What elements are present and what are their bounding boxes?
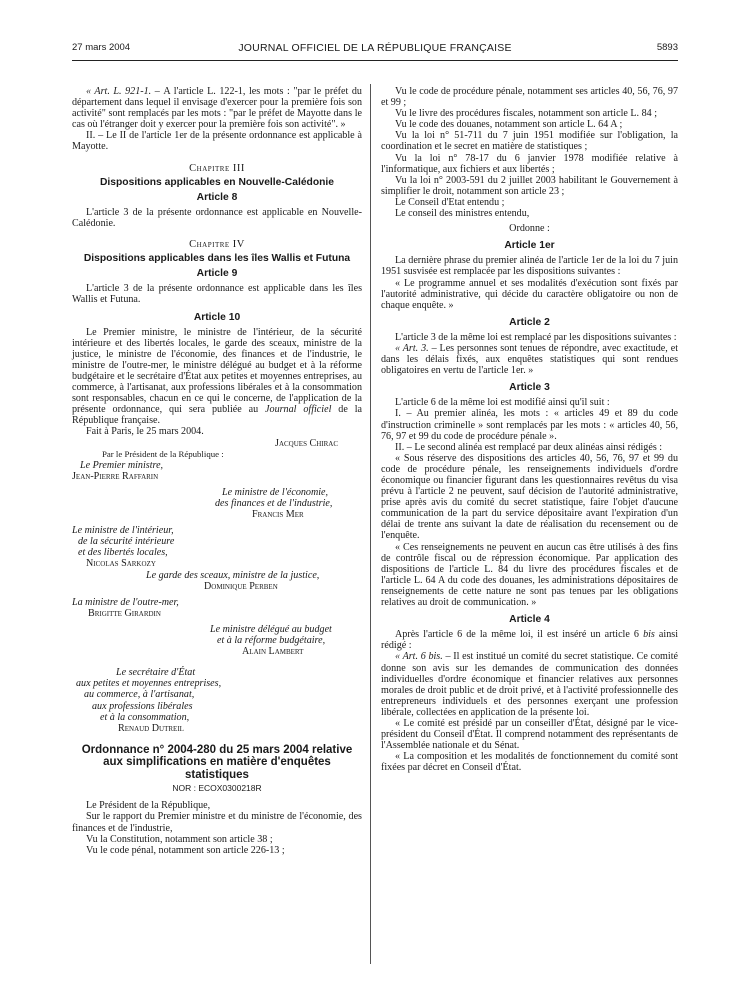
page-header	[72, 42, 678, 58]
signature-se-line5: et à la consommation,	[100, 711, 190, 723]
signature-se-name: Renaud Dutreil	[118, 722, 184, 734]
header-page-number: 5893	[656, 42, 678, 53]
chapter-3-title: Dispositions applicables en Nouvelle-Calédonie	[99, 176, 335, 188]
paragraph-l921: « Art. L. 921-1. – A l'article L. 122-1, les mots : "par le préfet du département dans lequel il envisage d'exercer pour la première fois son activité" sont remplacés par les mots : "par le préfet de Mayotte dans le cas où l'étranger doit y exercer pour la première fois son activité". »	[72, 86, 362, 131]
fait-a-paris: Fait à Paris, le 25 mars 2004.	[86, 426, 204, 438]
signature-int-name: Nicolas Sarkozy	[86, 558, 156, 570]
article-8-title: Article 8	[196, 191, 238, 203]
ordonnance-title: Ordonnance n° 2004-280 du 25 mars 2004 relative aux simplifications en matière d'enquêtes statistiques	[81, 743, 353, 781]
article-8-text: L'article 3 de la présente ordonnance est applicable en Nouvelle-Calédonie.	[72, 206, 362, 229]
article-3-para-4: « Sous réserve des dispositions des articles 40, 56, 76, 97 et 99 du code de procédure pénale, les renseignements individuels d'ordre économique ou financier figurant dans les questionnaires revêtus du visa prévu à l'article 2 ne peuvent, sauf décision de l'autorité administrative, prise après avis du comité du secret statistique, faire l'objet d'aucune communication de la part du service dépositaire avant l'expiration d'un délai de trente ans suivant la date de réalisation du recensement ou de l'enquête.	[381, 452, 678, 542]
article-10-text: Le Premier ministre, le ministre de l'intérieur, de la sécurité intérieure et des libertés locales, le garde des sceaux, ministre de la justice, le ministre de l'économie, des finances et de l'industrie, le ministre de l'outre-mer, le ministre délégué au budget et à la réforme budgétaire et le secrétaire d'État aux petites et moyennes entreprises, au commerce, à l'artisanat, aux professions libérales et à la consommation sont responsables, chacun en ce qui le concerne, de l'application de la présente ordonnance, qui sera publiée au Journal officiel de la République française.	[72, 326, 363, 427]
signature-int-line1: Le ministre de l'intérieur,	[72, 525, 174, 537]
article-4-para-4: « La composition et les modalités de fonctionnement du comité sont fixées par décret en Conseil d'État.	[381, 751, 678, 774]
article-1-title: Article 1er	[504, 240, 555, 252]
signature-int-line2: de la sécurité intérieure	[78, 536, 175, 548]
article-3-para-3: II. – Le second alinéa est remplacé par deux alinéas ainsi rédigés :	[395, 441, 663, 453]
nor-reference: NOR : ECOX0300218R	[172, 783, 262, 794]
article-3-para-5: « Ces renseignements ne peuvent en aucun cas être utilisés à des fins de contrôle fiscal ou de répression économique. Par application des dispositions de l'article L. 84 du livre des procédures fiscales et de l'article L. 64 A du code des douanes, les administrations dépositaires de renseignements de cette nature ne sont pas tenues par les obligations relatives au droit de communication. »	[381, 541, 678, 609]
chapter-4-title: Dispositions applicables dans les îles Wallis et Futuna	[83, 253, 351, 265]
article-4-para-3: « Le comité est présidé par un conseiller d'État, désigné par le vice-président du Conseil d'État. Il comprend notamment des représentants de l'Assemblée nationale et du Sénat.	[381, 717, 678, 752]
signature-eco-name: Francis Mer	[252, 509, 304, 521]
signature-just-name: Dominique Perben	[204, 580, 278, 592]
visa-constitution: Vu la Constitution, notamment son article 38 ;	[86, 833, 273, 845]
header-date: 27 mars 2004	[72, 42, 131, 53]
article-2-title: Article 2	[509, 316, 550, 328]
header-journal-title: JOURNAL OFFICIEL DE LA RÉPUBLIQUE FRANÇAISE	[238, 42, 512, 54]
article-4-para-2: « Art. 6 bis. – Il est institué un comité du secret statistique. Ce comité donne son avis sur les demandes de communication des données individuelles d'ordre économique et financier relatives aux personnes morales de droit public et de droit privé, et à l'activité professionnelle des entrepreneurs individuels et des personnes exerçant une profession libérale, collectées en application de la présente loi.	[381, 651, 678, 718]
signature-se-line4: aux professions libérales	[92, 700, 193, 712]
column-divider	[370, 84, 371, 964]
par-le-president: Par le Président de la République :	[102, 448, 224, 459]
signature-om-name: Brigitte Girardin	[88, 607, 161, 619]
article-2-para-1: L'article 3 de la même loi est remplacé par les dispositions suivantes :	[395, 331, 677, 343]
article-1-para-1: La dernière phrase du premier alinéa de l'article 1er de la loi du 7 juin 1951 susvisée est remplacée par les dispositions suivantes :	[381, 255, 678, 278]
chapter-4-heading: Chapitre IV	[189, 239, 245, 251]
visa-loi-2003: Vu la loi n° 2003-591 du 2 juillet 2003 habilitant le Gouvernement à simplifier le droit, notamment son article 23 ;	[381, 174, 678, 197]
right-column	[381, 86, 678, 773]
signature-om-line1: La ministre de l'outre-mer,	[72, 596, 179, 608]
article-3-para-1: L'article 6 de la même loi est modifié ainsi qu'il suit :	[395, 397, 610, 409]
article-9-text: L'article 3 de la présente ordonnance est applicable dans les îles Wallis et Futuna.	[72, 283, 362, 306]
visa-livre-procedures-fiscales: Vu le livre des procédures fiscales, notamment son article L. 84 ;	[395, 108, 658, 120]
header-rule	[72, 60, 678, 61]
signature-president: Jacques Chirac	[275, 437, 338, 449]
visa-loi-1978: Vu la loi n° 78-17 du 6 janvier 1978 modifiée relative à l'informatique, aux fichiers et aux libertés ;	[381, 152, 678, 175]
signature-se-line1: Le secrétaire d'État	[116, 667, 196, 679]
article-4-title: Article 4	[509, 614, 550, 626]
article-10-title: Article 10	[193, 311, 241, 323]
visa-code-penal: Vu le code pénal, notamment son article 226-13 ;	[86, 844, 285, 856]
article-3-para-2: I. – Au premier alinéa, les mots : « articles 49 et 89 du code d'instruction criminelle » sont remplacés par les mots : « articles 40, 56, 76, 97 et 99 du code de procédure pénale ».	[381, 408, 678, 442]
signature-int-line3: et des libertés locales,	[78, 547, 168, 559]
ordonne: Ordonne :	[509, 223, 550, 235]
chapter-3-heading: Chapitre III	[189, 162, 245, 174]
signature-bud-line2: et à la réforme budgétaire,	[217, 635, 326, 647]
article-1-para-2: « Le programme annuel et ses modalités d'exécution sont fixés par l'autorité administrative, qui décide du caractère obligatoire ou non de chaque enquête. »	[381, 277, 678, 311]
signature-pm-title: Le Premier ministre,	[80, 459, 164, 471]
signature-se-line2: aux petites et moyennes entreprises,	[76, 678, 222, 690]
signature-se-line3: au commerce, à l'artisanat,	[84, 689, 195, 701]
visa-conseil-etat: Le Conseil d'Etat entendu ;	[395, 196, 505, 208]
left-column	[72, 86, 362, 856]
signature-bud-name: Alain Lambert	[242, 646, 304, 658]
signature-eco-line1: Le ministre de l'économie,	[222, 486, 329, 498]
article-4-para-1: Après l'article 6 de la même loi, il est inséré un article 6 bis ainsi rédigé :	[381, 629, 678, 652]
visa-code-procedure-penale: Vu le code de procédure pénale, notamment ses articles 40, 56, 76, 97 et 99 ;	[381, 86, 678, 109]
signature-bud-line1: Le ministre délégué au budget	[210, 623, 332, 635]
article-2-para-2: « Art. 3. – Les personnes sont tenues de répondre, avec exactitude, et dans les délais fixés, aux enquêtes statistiques qui sont rendues obligatoires en vertu de l'article 1er. »	[381, 342, 679, 377]
visa-rapport: Sur le rapport du Premier ministre et du ministre de l'économie, des finances et de l'industrie,	[72, 811, 362, 834]
signature-eco-line2: des finances et de l'industrie,	[215, 498, 333, 509]
article-9-title: Article 9	[196, 268, 238, 280]
visa-conseil-ministres: Le conseil des ministres entendu,	[395, 208, 530, 220]
signature-pm-name: Jean-Pierre Raffarin	[72, 470, 159, 482]
visa-president: Le Président de la République,	[86, 800, 211, 812]
article-3-title: Article 3	[509, 382, 550, 394]
visa-code-douanes: Vu le code des douanes, notamment son article L. 64 A ;	[395, 119, 623, 131]
paragraph-ii: II. – Le II de l'article 1er de la présente ordonnance est applicable à Mayotte.	[72, 130, 362, 153]
signature-just-line1: Le garde des sceaux, ministre de la justice,	[146, 569, 320, 581]
visa-loi-1951: Vu la loi n° 51-711 du 7 juin 1951 modifiée sur l'obligation, la coordination et le secret en matière de statistiques ;	[381, 130, 678, 153]
